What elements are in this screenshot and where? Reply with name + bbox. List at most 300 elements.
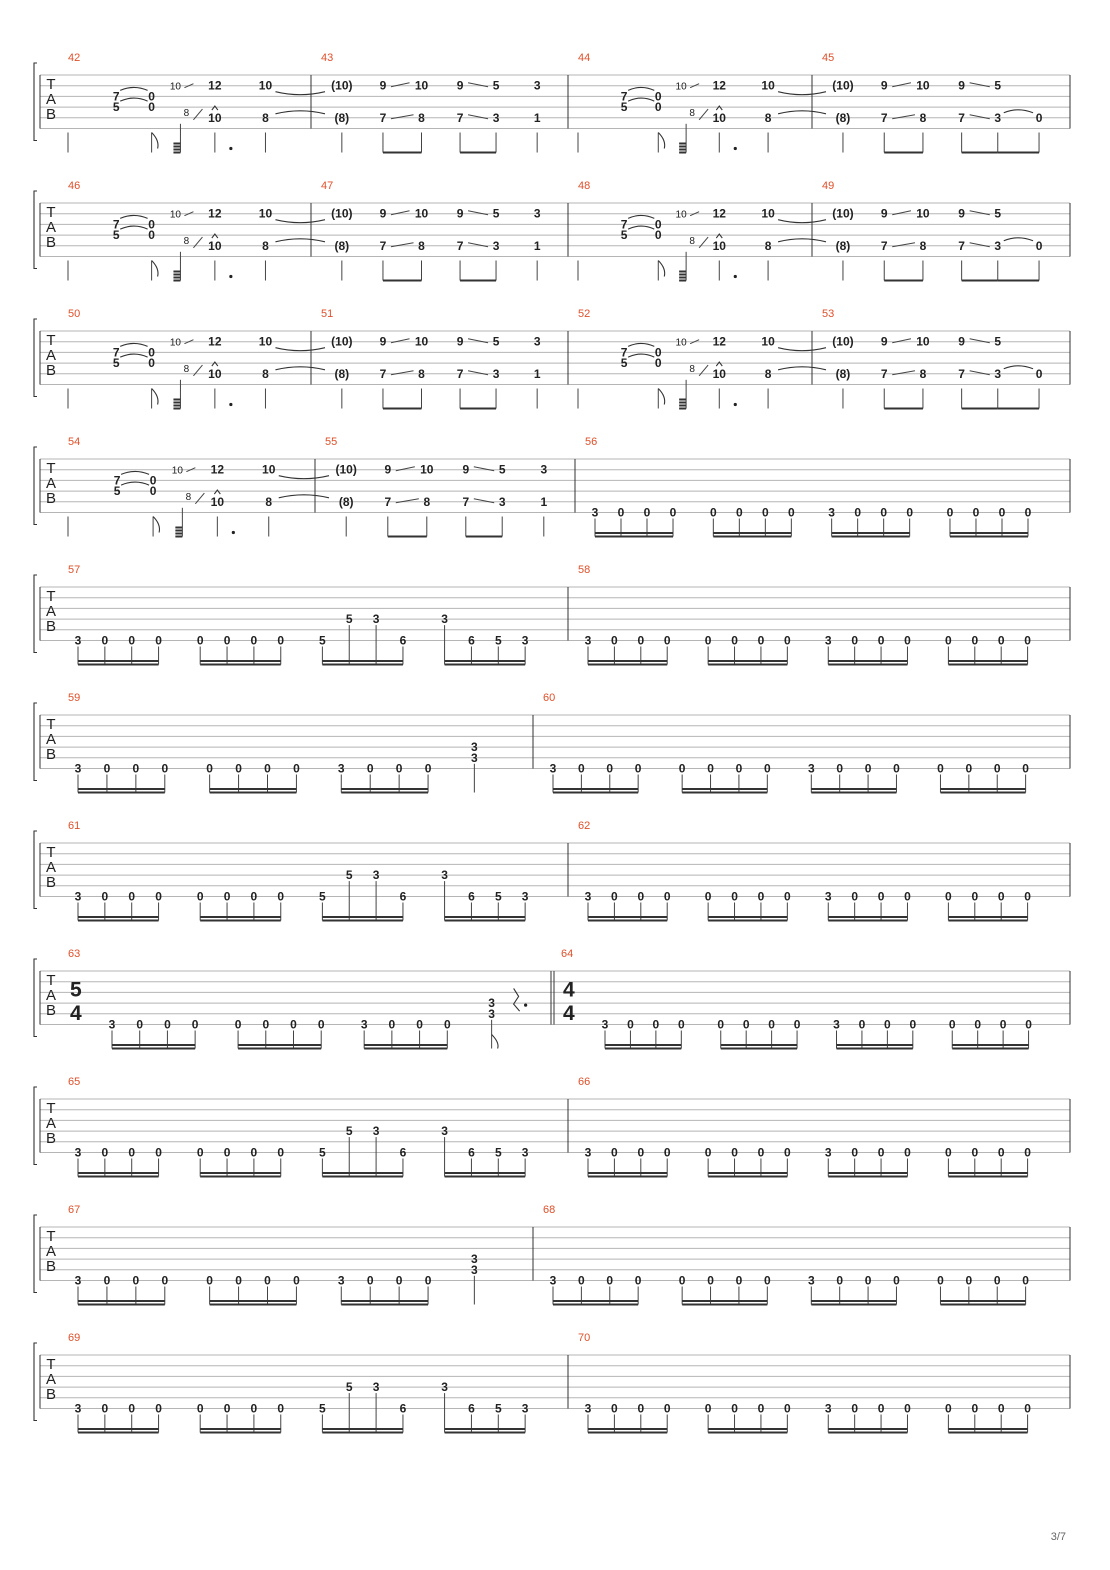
fret-number: 10 [712, 238, 726, 253]
fret-number: 0 [1024, 889, 1031, 904]
measure [568, 1332, 1031, 1433]
fret-number: 10 [210, 494, 225, 509]
tie-arc [778, 92, 826, 95]
fret-number: 0 [643, 505, 651, 520]
fret-number: 8 [262, 366, 269, 381]
note-flag [658, 261, 664, 277]
tab-letter-b: B [45, 618, 57, 635]
staff-lines [34, 1087, 1070, 1165]
tab-letter-b: B [45, 362, 57, 379]
fret-number: 0 [787, 505, 795, 520]
fret-number: (10) [832, 78, 854, 93]
tab-letter-a: A [45, 731, 57, 748]
fret-number: 0 [290, 1017, 297, 1032]
fret-number: 0 [735, 505, 743, 520]
system-bracket [34, 63, 37, 141]
note-flag [152, 389, 158, 405]
tie-arc [628, 354, 654, 357]
fret-number: 3 [471, 1252, 478, 1267]
fret-number: 1 [533, 110, 541, 125]
fret-number: 5 [494, 1401, 502, 1416]
fret-number: 0 [634, 761, 642, 776]
fret-number: 0 [637, 1145, 645, 1160]
measure-number: 62 [578, 820, 591, 832]
tab-system [34, 564, 1070, 665]
system-bracket [34, 575, 37, 653]
tab-letter-t: T [46, 76, 56, 93]
measure-number: 67 [68, 1204, 81, 1216]
measure-number: 64 [561, 948, 574, 960]
dot [229, 147, 232, 150]
fret-number: 0 [223, 1145, 231, 1160]
measure-number: 59 [68, 692, 81, 704]
fret-number: 5 [494, 889, 502, 904]
tie-arc [120, 87, 147, 90]
measure-number: 47 [321, 180, 334, 192]
fret-number: 0 [416, 1017, 423, 1032]
measure-number: 60 [543, 692, 556, 704]
fret-number: 0 [877, 1145, 885, 1160]
fret-number: 0 [1024, 1145, 1031, 1160]
fret-number: 10 [208, 110, 222, 125]
fret-number: 12 [210, 462, 225, 477]
system-bracket [34, 191, 37, 269]
fret-number: 0 [836, 1273, 844, 1288]
fret-number: 0 [663, 1145, 671, 1160]
tie-arc [279, 476, 329, 479]
fret-number: 0 [836, 761, 844, 776]
fret-number: 0 [707, 1273, 714, 1288]
measure [568, 1076, 1031, 1177]
fret-number: 0 [946, 505, 954, 520]
fret-number: 0 [937, 761, 944, 776]
tie-arc [275, 92, 325, 95]
fret-number: 0 [909, 1017, 917, 1032]
fret-number: 0 [904, 633, 911, 648]
fret-number: 0 [424, 761, 432, 776]
measure [575, 436, 1032, 537]
tab-letter-t: T [46, 332, 56, 349]
tab-letter-t: T [46, 588, 56, 605]
fret-number: 0 [101, 1401, 109, 1416]
tab-letter-a: A [45, 603, 57, 620]
fret-number: (8) [835, 366, 851, 381]
fret-number: 5 [113, 484, 121, 499]
fret-number: 3 [540, 462, 548, 477]
fret-number: 0 [155, 889, 162, 904]
fret-number: 3 [584, 1145, 592, 1160]
fret-number: 0 [277, 889, 285, 904]
fret-number: 3 [521, 1401, 529, 1416]
fret-number: 0 [663, 633, 671, 648]
staff-lines [34, 831, 1070, 909]
fret-number: 10 [761, 334, 775, 349]
tie-arc [778, 348, 826, 351]
fret-number: 5 [112, 100, 120, 115]
fret-number: 0 [206, 761, 213, 776]
measure [68, 692, 478, 793]
fret-number: (8) [334, 366, 350, 381]
fret-number: 10 [414, 334, 429, 349]
fret-number: 5 [494, 1145, 502, 1160]
fret-number: 0 [864, 761, 872, 776]
measure-number: 61 [68, 820, 81, 832]
fret-number: 7 [620, 89, 628, 104]
measure [68, 180, 325, 281]
fret-number: 10 [208, 366, 222, 381]
fret-number: 0 [223, 1401, 231, 1416]
fret-number: 0 [880, 505, 888, 520]
fret-number: 3 [372, 1380, 380, 1395]
dot [734, 403, 737, 406]
fret-number: 0 [634, 1273, 642, 1288]
fret-number: 6 [468, 633, 475, 648]
fret-number: 0 [149, 473, 157, 488]
fret-number: 8 [418, 110, 425, 125]
fret-number: 0 [997, 889, 1005, 904]
fret-number: 0 [155, 633, 162, 648]
fret-number: 0 [669, 505, 677, 520]
dot [232, 531, 235, 534]
fret-number: (10) [331, 78, 353, 93]
fret-number: 9 [379, 334, 387, 349]
fret-number: 5 [492, 206, 500, 221]
fret-number: 12 [712, 206, 726, 221]
measure-number: 49 [822, 180, 835, 192]
fret-number: 0 [998, 505, 1006, 520]
fret-number: 0 [250, 889, 258, 904]
staff-lines [34, 191, 1070, 269]
fret-number: 8 [418, 238, 425, 253]
fret-number: 0 [654, 100, 662, 115]
fret-number: 0 [611, 1401, 618, 1416]
fret-number: 7 [456, 366, 464, 381]
fret-number: 0 [972, 505, 980, 520]
tab-system [34, 692, 1070, 793]
fret-number: 0 [277, 1401, 285, 1416]
fret-number: 0 [611, 889, 618, 904]
measure-number: 43 [321, 52, 334, 64]
staff-lines [34, 447, 1070, 525]
measure-number: 63 [68, 948, 81, 960]
fret-number: 0 [611, 633, 618, 648]
fret-number: 0 [707, 761, 714, 776]
fret-number: 7 [462, 494, 470, 509]
fret-number: 0 [717, 1017, 725, 1032]
grace-fret: 10 [169, 209, 182, 221]
fret-number: 3 [584, 1401, 592, 1416]
fret-number: 3 [441, 1124, 448, 1139]
fret-number: 0 [148, 228, 155, 243]
fret-number: 0 [997, 633, 1005, 648]
fret-number: 0 [677, 1017, 685, 1032]
fret-number: 0 [851, 633, 859, 648]
measure [568, 564, 1031, 665]
fret-number: 0 [945, 633, 952, 648]
fret-number: 0 [851, 889, 859, 904]
fret-number: (8) [334, 238, 350, 253]
tab-letter-a: A [45, 219, 57, 236]
fret-number: 7 [958, 238, 965, 253]
dot [734, 147, 737, 150]
fret-number: 0 [793, 1017, 801, 1032]
fret-number: 3 [492, 366, 500, 381]
fret-number: 0 [128, 1401, 136, 1416]
measure [311, 52, 541, 153]
fret-number: 0 [678, 1273, 686, 1288]
fret-number: 0 [877, 633, 885, 648]
note-flag [492, 1035, 498, 1049]
fret-number: 3 [807, 761, 815, 776]
measure-number: 57 [68, 564, 81, 576]
fret-number: 0 [148, 89, 155, 104]
fret-number: 3 [533, 206, 541, 221]
fret-number: 10 [712, 366, 726, 381]
tab-letter-b: B [45, 1130, 57, 1147]
grace-fret: 10 [169, 81, 182, 93]
tie-arc [778, 111, 826, 114]
fret-number: 0 [731, 1145, 738, 1160]
fret-number: 0 [678, 761, 686, 776]
measure [68, 1076, 529, 1177]
tab-letter-a: A [45, 1115, 57, 1132]
grace-fret: 10 [675, 337, 687, 349]
fret-number: 0 [735, 761, 743, 776]
fret-number: 1 [540, 494, 548, 509]
note-flag [152, 133, 158, 149]
fret-number: 3 [824, 889, 832, 904]
fret-number: 0 [993, 761, 1001, 776]
fret-number: (8) [334, 110, 350, 125]
fret-number: (10) [331, 206, 353, 221]
fret-number: 7 [112, 217, 120, 232]
fret-number: 0 [148, 100, 155, 115]
fret-number: 3 [498, 494, 506, 509]
time-signature-bottom: 4 [563, 1001, 575, 1025]
fret-number: 0 [196, 889, 204, 904]
time-signature-bottom: 4 [70, 1001, 82, 1025]
tie-arc [1004, 238, 1033, 241]
tie-arc [120, 343, 147, 346]
fret-number: 7 [112, 89, 120, 104]
fret-number: 7 [880, 110, 888, 125]
fret-number: 0 [997, 1145, 1005, 1160]
fret-number: 0 [663, 889, 671, 904]
fret-number: 0 [945, 1401, 952, 1416]
measure-number: 42 [68, 52, 81, 64]
fret-number: 0 [783, 1145, 791, 1160]
tab-system [34, 820, 1070, 921]
fret-number: 8 [764, 238, 772, 253]
grace-fret: 8 [689, 108, 695, 120]
fret-number: 3 [360, 1017, 368, 1032]
fret-number: 10 [916, 78, 930, 93]
grace-fret: 8 [183, 108, 190, 120]
fret-number: 0 [652, 1017, 660, 1032]
tab-letter-a: A [45, 347, 57, 364]
fret-number: 0 [654, 89, 662, 104]
fret-number: 3 [521, 1145, 529, 1160]
fret-number: 0 [971, 889, 979, 904]
fret-number: 0 [103, 1273, 111, 1288]
fret-number: 0 [250, 633, 258, 648]
fret-number: 7 [112, 345, 120, 360]
fret-number: 0 [250, 1145, 258, 1160]
fret-number: 0 [974, 1017, 982, 1032]
measure-number: 65 [68, 1076, 81, 1088]
fret-number: 7 [384, 494, 392, 509]
fret-number: 5 [498, 462, 506, 477]
fret-number: 0 [277, 1145, 285, 1160]
fret-number: 0 [904, 889, 911, 904]
fret-number: 1 [533, 238, 541, 253]
fret-number: 3 [74, 889, 82, 904]
tab-letter-a: A [45, 1371, 57, 1388]
tab-letter-a: A [45, 91, 57, 108]
fret-number: 7 [880, 238, 888, 253]
fret-number: 0 [161, 761, 169, 776]
tab-letter-b: B [45, 490, 57, 507]
measure [68, 52, 325, 153]
fret-number: 1 [533, 366, 541, 381]
tab-system [34, 948, 1070, 1049]
fret-number: 8 [919, 110, 927, 125]
fret-number: 0 [654, 356, 662, 371]
tie-arc [275, 239, 325, 242]
fret-number: 5 [492, 78, 500, 93]
fret-number: 9 [958, 78, 965, 93]
fret-number: 0 [164, 1017, 171, 1032]
tie-arc [778, 220, 826, 223]
fret-number: 0 [1022, 761, 1029, 776]
fret-number: 0 [293, 761, 300, 776]
fret-number: 0 [103, 761, 111, 776]
fret-number: 0 [858, 1017, 866, 1032]
fret-number: 10 [414, 206, 429, 221]
fret-number: 0 [161, 1273, 169, 1288]
fret-number: 0 [101, 633, 109, 648]
measure [68, 436, 329, 537]
measure-number: 45 [822, 52, 835, 64]
tab-letter-t: T [46, 844, 56, 861]
fret-number: 3 [74, 1401, 82, 1416]
tab-letter-b: B [45, 1002, 57, 1019]
fret-number: 7 [379, 366, 387, 381]
fret-number: 0 [945, 889, 952, 904]
fret-number: 0 [783, 633, 791, 648]
fret-number: 0 [196, 1401, 204, 1416]
fret-number: 0 [731, 889, 738, 904]
fret-number: 5 [319, 1145, 326, 1160]
fret-number: 0 [768, 1017, 775, 1032]
grace-fret: 8 [183, 364, 190, 376]
fret-number: (10) [335, 462, 357, 477]
fret-number: 3 [521, 633, 529, 648]
fret-number: 0 [606, 1273, 614, 1288]
tie-arc [778, 239, 826, 242]
fret-number: 0 [757, 889, 765, 904]
system-bracket [34, 447, 37, 525]
fret-number: 0 [971, 1145, 979, 1160]
fret-number: 0 [149, 484, 157, 499]
tie-arc [120, 98, 147, 101]
measure-number: 58 [578, 564, 591, 576]
fret-number: 12 [208, 334, 222, 349]
fret-number: 0 [277, 633, 285, 648]
fret-number: 7 [456, 110, 464, 125]
fret-number: 3 [824, 1145, 832, 1160]
fret-number: 0 [763, 1273, 771, 1288]
fret-number: 0 [366, 761, 374, 776]
fret-number: 12 [208, 206, 222, 221]
fret-number: 0 [893, 1273, 900, 1288]
fret-number: 5 [345, 1124, 353, 1139]
fret-number: 3 [471, 740, 478, 755]
fret-number: 10 [258, 334, 273, 349]
fret-number: 0 [704, 1401, 712, 1416]
fret-number: 0 [1024, 505, 1032, 520]
measure [68, 948, 527, 1049]
fret-number: 0 [424, 1273, 432, 1288]
fret-number: 0 [262, 1017, 270, 1032]
fret-number: 0 [128, 1145, 136, 1160]
fret-number: 0 [965, 1273, 973, 1288]
fret-number: 0 [763, 761, 771, 776]
fret-number: (8) [338, 494, 354, 509]
fret-number: 3 [441, 1380, 448, 1395]
grace-fret: 10 [169, 337, 182, 349]
fret-number: 3 [492, 110, 500, 125]
fret-number: 3 [533, 334, 541, 349]
fret-number: 0 [128, 889, 136, 904]
fret-number: 10 [761, 78, 775, 93]
fret-number: 5 [345, 612, 353, 627]
fret-number: 9 [379, 78, 387, 93]
fret-number: 8 [919, 238, 927, 253]
fret-number: 5 [319, 633, 326, 648]
fret-number: 0 [627, 1017, 634, 1032]
fret-number: 0 [637, 889, 645, 904]
fret-number: 5 [492, 334, 500, 349]
measure [311, 180, 541, 281]
fret-number: 0 [196, 1145, 204, 1160]
fret-number: 10 [208, 238, 222, 253]
fret-number: (10) [832, 334, 854, 349]
fret-number: 5 [112, 356, 120, 371]
fret-number: 0 [761, 505, 769, 520]
fret-number: 3 [492, 238, 500, 253]
fret-number: 0 [395, 761, 403, 776]
fret-number: 0 [783, 1401, 791, 1416]
dot [229, 275, 232, 278]
dot [524, 1004, 527, 1007]
fret-number: 3 [549, 761, 557, 776]
fret-number: 0 [757, 1401, 765, 1416]
fret-number: 9 [456, 78, 464, 93]
measure-number: 69 [68, 1332, 81, 1344]
measure [315, 436, 547, 537]
fret-number: 0 [663, 1401, 671, 1416]
system-bracket [34, 959, 37, 1037]
measure [68, 564, 529, 665]
tie-arc [275, 367, 325, 370]
tab-letter-b: B [45, 234, 57, 251]
fret-number: 0 [148, 345, 155, 360]
staff-lines [34, 63, 1070, 141]
fret-number: 5 [319, 1401, 326, 1416]
fret-number: 9 [880, 334, 888, 349]
staff-lines [34, 1343, 1070, 1421]
